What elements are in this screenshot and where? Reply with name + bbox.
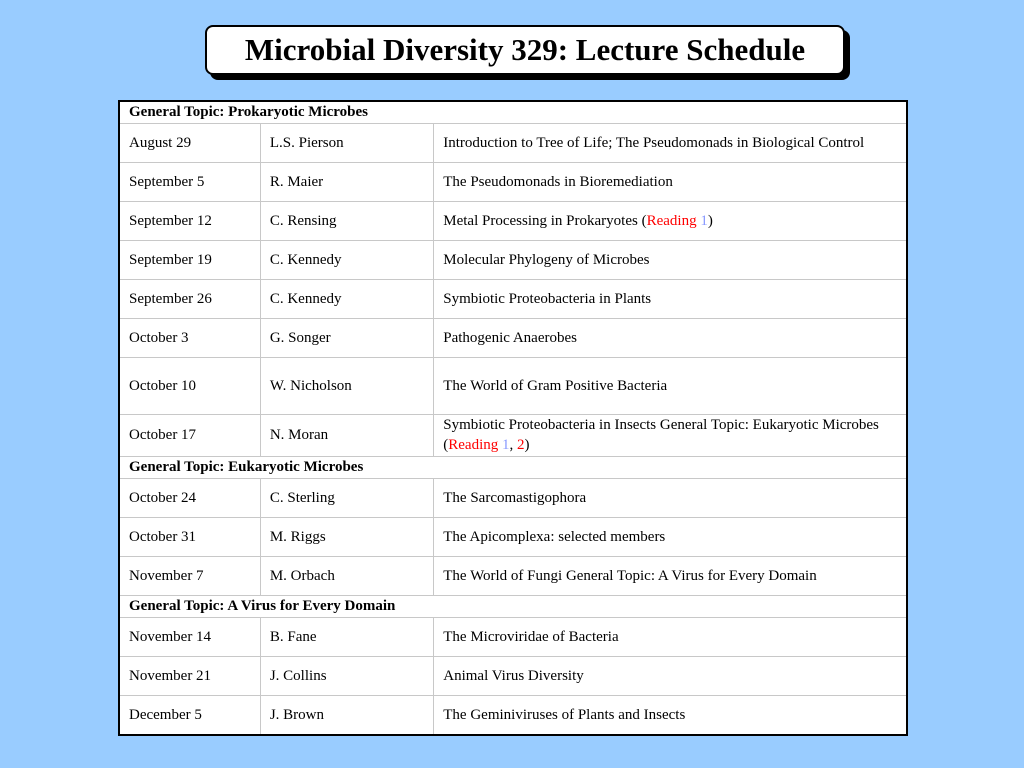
topic-text: Metal Processing in Prokaryotes [443,212,642,229]
reading-link[interactable]: Reading [646,212,697,229]
topic-cell: The Geminiviruses of Plants and Insects [434,696,907,735]
table-row [119,517,907,556]
topic-cell: The Apicomplexa: selected members [434,517,907,556]
date-cell: August 29 [119,123,260,162]
section-topic: General Topic: Prokaryotic Microbes [119,101,907,123]
table-row [119,201,907,240]
lecturer-cell: L.S. Pierson [260,123,433,162]
topic-cell: Introduction to Tree of Life; The Pseudomonads in Biological Control [434,123,907,162]
lecturer-cell: N. Moran [260,415,433,456]
topic-cell: Symbiotic Proteobacteria in Insects General Topic: Eukaryotic Microbes (Reading 1, 2) [434,415,907,456]
table-row [119,123,907,162]
lecturer-cell: C. Rensing [260,201,433,240]
table-row [119,696,907,735]
section-topic: General Topic: Eukaryotic Microbes [119,456,907,478]
date-cell: September 12 [119,201,260,240]
date-cell: December 5 [119,696,260,735]
table-row [119,617,907,656]
lecturer-cell: W. Nicholson [260,358,433,415]
section-header-row [119,456,907,478]
lecturer-cell: B. Fane [260,617,433,656]
date-cell: November 7 [119,556,260,595]
lecturer-cell: R. Maier [260,162,433,201]
date-cell: October 24 [119,478,260,517]
lecturer-cell: J. Collins [260,657,433,696]
reading-2-link[interactable]: 2 [517,437,525,454]
topic-cell: The Pseudomonads in Bioremediation [434,162,907,201]
lecture-schedule-table [118,100,908,736]
date-cell: November 14 [119,617,260,656]
topic-cell: The Microviridae of Bacteria [434,617,907,656]
topic-cell: Symbiotic Proteobacteria in Plants [434,280,907,319]
reading-1-link[interactable]: 1 [502,437,510,454]
lecturer-cell: J. Brown [260,696,433,735]
lecturer-cell: M. Orbach [260,556,433,595]
table-row [119,162,907,201]
date-cell: October 17 [119,415,260,456]
section-topic: General Topic: A Virus for Every Domain [119,595,907,617]
topic-text: Symbiotic Proteobacteria in Insects General Topic: Eukaryotic Microbes [443,417,879,434]
table-row [119,280,907,319]
topic-cell: The Sarcomastigophora [434,478,907,517]
section-header-row [119,101,907,123]
topic-cell: The World of Fungi General Topic: A Virus for Every Domain [434,556,907,595]
table-row [119,657,907,696]
lecturer-cell: C. Sterling [260,478,433,517]
section-header-row [119,595,907,617]
date-cell: October 3 [119,319,260,358]
date-cell: September 19 [119,240,260,279]
topic-cell: Pathogenic Anaerobes [434,319,907,358]
table-row [119,415,907,456]
lecturer-cell: M. Riggs [260,517,433,556]
table-row [119,240,907,279]
date-cell: October 10 [119,358,260,415]
date-cell: September 26 [119,280,260,319]
reading-link[interactable]: Reading [448,437,499,454]
lecturer-cell: G. Songer [260,319,433,358]
table-row [119,358,907,415]
table-row [119,556,907,595]
lecturer-cell: C. Kennedy [260,280,433,319]
topic-cell: Metal Processing in Prokaryotes (Reading 1) [434,201,907,240]
page-title: Microbial Diversity 329: Lecture Schedule [205,25,845,75]
date-cell: October 31 [119,517,260,556]
topic-cell: The World of Gram Positive Bacteria [434,358,907,415]
topic-cell: Animal Virus Diversity [434,657,907,696]
topic-cell: Molecular Phylogeny of Microbes [434,240,907,279]
table-row [119,319,907,358]
reading-1-link[interactable]: 1 [700,212,708,229]
table-row [119,478,907,517]
date-cell: November 21 [119,657,260,696]
date-cell: September 5 [119,162,260,201]
lecturer-cell: C. Kennedy [260,240,433,279]
